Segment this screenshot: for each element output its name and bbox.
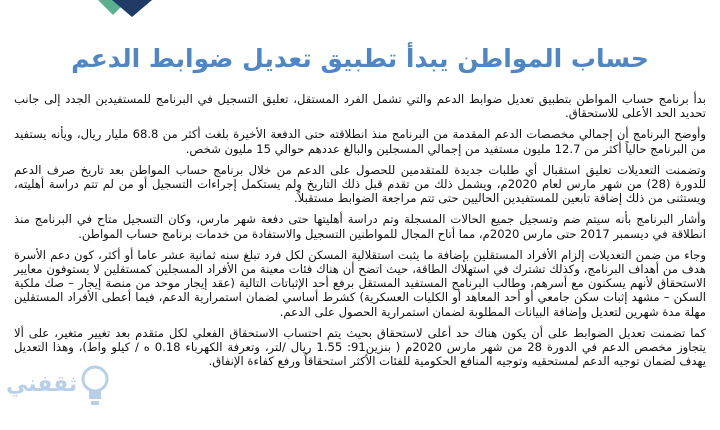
paragraph-5: وجاء من ضمن التعديلات إلزام الأفراد المستقلين بإضافة ما يثبت استقلالية المسكن لكل فرد تبلغ سنه ثمانية عشر عاما أو أكثر، كون دعم الأسرة هدف من أهداف البرنامج، وكذلك تشترك في استهلاك الطاقة، حيث اتضح أن هناك فئات معينة من الأفراد المسجلين كمستقلين لا يستوفون معايير الاستحقاق لأنهم يسكنون مع أسرهم، وطالب البرنامج المستفيد المستقل برفع أحد الإثباتات التالية (عقد إيجار موحد من منصة إيجار – صك ملكية السكن – مشهد إثبات سكن جامعي أو أحد المعاهد أو الكليات العسكرية) كشرط أساسي لضمان استمرارية الدعم، فيما أعطى الأفراد المستقلين مهلة مدة شهرين لتعديل وإضافة البيانات المطلوبة لضمان استمرارية الحصول على الدعم. [14, 247, 706, 319]
paragraph-2: وأوضح البرنامج أن إجمالي مخصصات الدعم المقدمة من البرنامج منذ انطلاقته حتى الدفعة الأخيرة بلغت أكثر من 68.8 مليار ريال، ويأنه يستفيد من البرنامج حالياً أكثر من 12.7 مليون مستفيد من إجمالي المسجلين والبالغ عددهم حوالي 15 مليون شخص. [14, 127, 706, 156]
paragraph-1: بدأ برنامج حساب المواطن بتطبيق تعديل ضوابط الدعم والتي تشمل الفرد المستقل، تعليق التسجيل في البرنامج للمستفيدين الجدد إلى جانب تحديد الحد الأعلى للاستحقاق. [14, 92, 706, 121]
watermark-text: ثقفني [6, 372, 78, 397]
site-watermark [2, 364, 122, 412]
article-headline: حساب المواطن يبدأ تطبيق تعديل ضوابط الدعم [71, 44, 649, 73]
paragraph-6: كما تضمنت تعديل الضوابط على أن يكون هناك حد أعلى لاستحقاق بحيث يتم احتساب الاستحقاق الفعلي لكل متقدم بعد تغيير متغير، على ألا يتجاوز مخصص الدعم في الدورة 28 من شهر مارس 2020م ( بنزين91: 1.55 ريال /لتر، وتعرفة الكهرباء 0.18 ه / كيلو واط)، وهذا التعديل يهدف لضمان توجيه الدعم لمستحقيه وتوجيه المنافع الحكومية للفئات الأكثر استحقاقاً ورفع كفاءة الإنفاق. [14, 325, 707, 369]
paragraph-4: وأشار البرنامج بأنه سيتم ضم وتسجيل جميع الحالات المسجلة وتم دراسة أهليتها حتى دفعة شهر مارس، وكان التسجيل متاح في البرنامج منذ انطلاقة في ديسمبر 2017 حتى مارس 2020م، مما أتاح المجال للمواطنين التسجيل والاستفادة من خدمات برنامج حساب المواطن. [14, 212, 706, 241]
paragraph-3: وتضمنت التعديلات تعليق استقبال أي طلبات جديدة للمتقدمين للحصول على الدعم من خلال برنامج حساب المواطن بعد تاريخ صرف الدعم للدورة (28) من شهر مارس لعام 2020م، ويشمل ذلك من تقدم قبل ذلك التاريخ ولم يستكمل إجراءات التسجيل أو من لم تتم دراسة أهليته، ويستثنى من ذلك إضافة تابعين للمستفيدين الحاليين حتى تتم مراجعة الضوابط مستقبلاً. [14, 162, 707, 206]
lightbulb-icon [78, 364, 112, 408]
header-decoration [0, 0, 720, 36]
article-body [14, 92, 706, 375]
